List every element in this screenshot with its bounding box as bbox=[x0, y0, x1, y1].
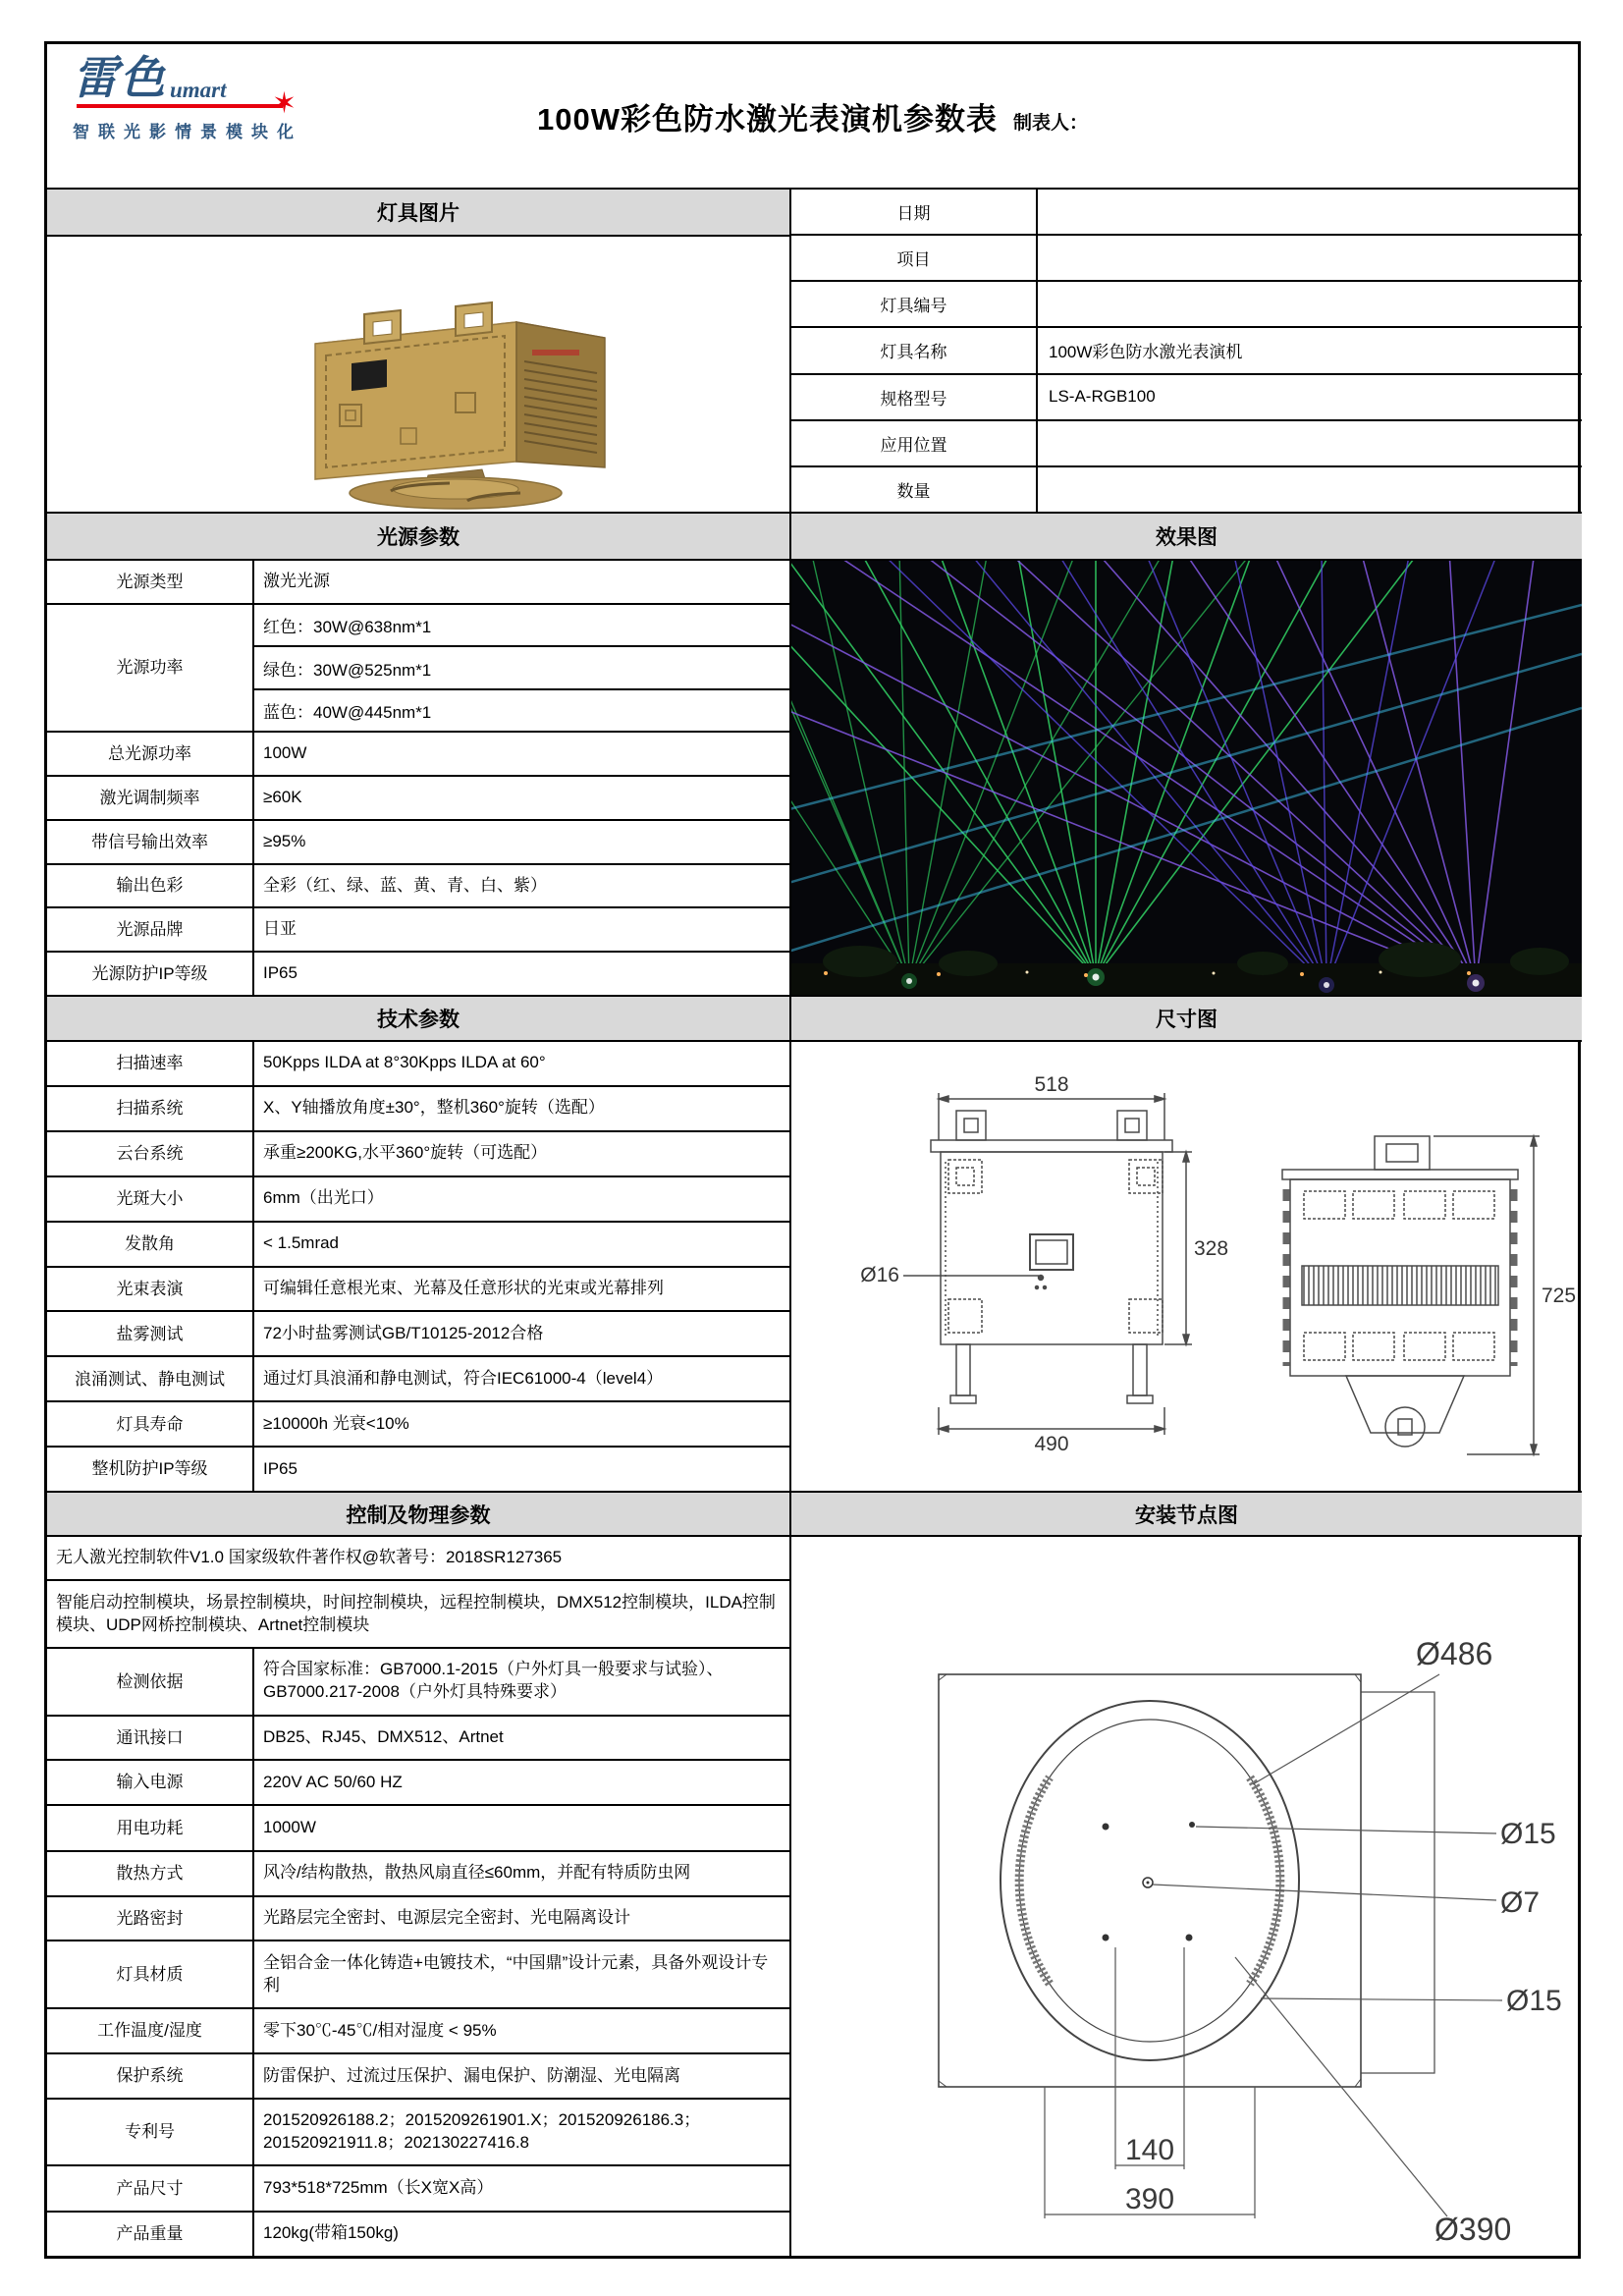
power-green: 绿色：30W@525nm*1 bbox=[254, 647, 789, 689]
table-row bbox=[47, 1649, 789, 1717]
section-header-effect: 效果图 bbox=[791, 514, 1582, 561]
table-row bbox=[47, 1852, 789, 1897]
table-row bbox=[47, 1717, 789, 1761]
table-row bbox=[47, 865, 789, 909]
install-label-7: Ø7 bbox=[1500, 1886, 1541, 1919]
row-label: 浪涌测试、静电测试 bbox=[47, 1357, 254, 1400]
row-label: 整机防护IP等级 bbox=[47, 1448, 254, 1491]
row-label: 用电功耗 bbox=[47, 1806, 254, 1849]
table-row bbox=[47, 821, 789, 865]
table-row bbox=[47, 1357, 789, 1402]
spec-sheet bbox=[44, 41, 1581, 2259]
table-row bbox=[791, 236, 1582, 282]
table-row bbox=[47, 908, 789, 953]
row-label: 扫描速率 bbox=[47, 1042, 254, 1085]
install-node-drawing bbox=[791, 1537, 1582, 2256]
row-label: 灯具名称 bbox=[791, 328, 1038, 372]
star-icon: ✶ bbox=[271, 87, 297, 120]
row-label: 盐雾测试 bbox=[47, 1312, 254, 1355]
row-value bbox=[1038, 282, 1582, 326]
row-value: 承重≥200KG,水平360°旋转（可选配） bbox=[263, 1143, 548, 1163]
product-photo bbox=[47, 237, 789, 514]
row-value: ≥60K bbox=[263, 787, 302, 806]
content-columns bbox=[47, 190, 1578, 2256]
row-label: 产品重量 bbox=[47, 2213, 254, 2256]
row-value: 793*518*725mm（长X宽X高） bbox=[263, 2177, 494, 2197]
row-label: 专利号 bbox=[47, 2100, 254, 2165]
effect-photo bbox=[791, 561, 1582, 997]
row-label: 激光调制频率 bbox=[47, 777, 254, 819]
laser-show-illustration bbox=[791, 561, 1582, 997]
dim-label-16: Ø16 bbox=[860, 1264, 899, 1286]
row-value bbox=[1038, 236, 1582, 280]
table-row bbox=[47, 733, 789, 777]
table-row bbox=[47, 1897, 789, 1941]
row-value: 可编辑任意根光束、光幕及任意形状的光束或光幕排列 bbox=[263, 1279, 664, 1298]
table-row bbox=[791, 328, 1582, 374]
row-value: 50Kpps ILDA at 8°30Kpps ILDA at 60° bbox=[263, 1053, 546, 1072]
row-label: 光源防护IP等级 bbox=[47, 953, 254, 995]
row-label: 数量 bbox=[791, 467, 1038, 512]
row-value: DB25、RJ45、DMX512、Artnet bbox=[263, 1726, 504, 1746]
row-label: 光源类型 bbox=[47, 561, 254, 603]
table-row bbox=[47, 1402, 789, 1448]
row-label: 发散角 bbox=[47, 1223, 254, 1266]
row-value: 100W bbox=[263, 743, 307, 763]
section-header-fixture-photo: 灯具图片 bbox=[47, 190, 789, 237]
row-label: 总光源功率 bbox=[47, 733, 254, 775]
brand-name-en: umart bbox=[170, 78, 227, 102]
power-values bbox=[254, 605, 789, 731]
row-label: 灯具编号 bbox=[791, 282, 1038, 326]
page-title: 100W彩色防水激光表演机参数表 bbox=[537, 101, 998, 137]
table-row bbox=[47, 1042, 789, 1087]
header bbox=[47, 44, 1578, 190]
table-row bbox=[47, 2213, 789, 2256]
info-table bbox=[791, 190, 1582, 514]
table-row bbox=[791, 421, 1582, 467]
row-value: ≥95% bbox=[263, 831, 306, 850]
source-params-table bbox=[47, 561, 789, 997]
install-label-486: Ø486 bbox=[1416, 1636, 1493, 1671]
table-row-modules bbox=[47, 1581, 789, 1649]
row-value: ≥10000h 光衰<10% bbox=[263, 1413, 409, 1433]
table-row bbox=[47, 777, 789, 821]
row-value: 201520926188.2；2015209261901.X；201520926186.3；201520921911.8；202130227416.8 bbox=[263, 2110, 701, 2152]
install-label-15-top: Ø15 bbox=[1500, 1818, 1556, 1850]
section-header-install: 安装节点图 bbox=[791, 1493, 1582, 1537]
row-value: 100W彩色防水激光表演机 bbox=[1049, 343, 1243, 362]
table-row bbox=[47, 1761, 789, 1806]
tech-params-table bbox=[47, 1042, 789, 1493]
row-label: 散热方式 bbox=[47, 1852, 254, 1895]
brand-tagline: 智联光影情景模块化 bbox=[73, 123, 302, 141]
table-row bbox=[791, 190, 1582, 236]
section-header-tech-params: 技术参数 bbox=[47, 997, 789, 1042]
row-value: 通过灯具浪涌和静电测试，符合IEC61000-4（level4） bbox=[263, 1368, 664, 1388]
row-label: 项目 bbox=[791, 236, 1038, 280]
install-label-390: 390 bbox=[1124, 2183, 1175, 2215]
control-params-table bbox=[47, 1537, 789, 2256]
dim-label-490: 490 bbox=[1034, 1433, 1069, 1455]
section-header-dimensions: 尺寸图 bbox=[791, 997, 1582, 1042]
row-value: 激光光源 bbox=[263, 571, 330, 590]
table-row bbox=[47, 2054, 789, 2099]
table-row bbox=[47, 1312, 789, 1357]
table-row bbox=[47, 2166, 789, 2212]
dimension-drawing-svg bbox=[791, 1042, 1582, 1493]
row-value: 1000W bbox=[263, 1817, 316, 1836]
right-column bbox=[791, 190, 1582, 2256]
row-label: 应用位置 bbox=[791, 421, 1038, 465]
row-value: < 1.5mrad bbox=[263, 1233, 340, 1253]
brand-name-cn: 雷色 bbox=[73, 53, 167, 103]
row-value: 符合国家标准：GB7000.1-2015（户外灯具一般要求与试验）、GB7000.217-2008（户外灯具特殊要求） bbox=[263, 1660, 724, 1702]
row-value: 日亚 bbox=[263, 919, 297, 939]
dim-label-725: 725 bbox=[1542, 1285, 1577, 1307]
row-label: 规格型号 bbox=[791, 375, 1038, 419]
install-label-140: 140 bbox=[1124, 2134, 1175, 2166]
row-label: 带信号输出效率 bbox=[47, 821, 254, 863]
table-row bbox=[791, 375, 1582, 421]
row-value: 220V AC 50/60 HZ bbox=[263, 1772, 403, 1791]
row-label: 日期 bbox=[791, 190, 1038, 234]
row-value: 防雷保护、过流过压保护、漏电保护、防潮湿、光电隔离 bbox=[263, 2065, 680, 2085]
row-label: 保护系统 bbox=[47, 2054, 254, 2097]
row-label: 光源品牌 bbox=[47, 908, 254, 951]
row-value: X、Y轴播放角度±30°，整机360°旋转（选配） bbox=[263, 1098, 605, 1118]
install-label-15-side: Ø15 bbox=[1506, 1985, 1562, 2017]
table-row bbox=[47, 1177, 789, 1223]
table-row bbox=[47, 1087, 789, 1132]
row-label: 光源功率 bbox=[47, 605, 254, 731]
row-value: 72小时盐雾测试GB/T10125-2012合格 bbox=[263, 1323, 544, 1342]
power-blue: 蓝色：40W@445nm*1 bbox=[263, 702, 432, 722]
row-value: 光路层完全密封、电源层完全密封、光电隔离设计 bbox=[263, 1908, 630, 1928]
row-value: 智能启动控制模块，场景控制模块，时间控制模块，远程控制模块，DMX512控制模块，ILDA控制模块、UDP网桥控制模块、Artnet控制模块 bbox=[56, 1592, 776, 1634]
table-row bbox=[47, 1941, 789, 2009]
row-label: 输入电源 bbox=[47, 1761, 254, 1804]
row-label: 通讯接口 bbox=[47, 1717, 254, 1759]
dim-label-328: 328 bbox=[1194, 1237, 1229, 1260]
install-label-390-circle: Ø390 bbox=[1434, 2212, 1512, 2247]
title-area bbox=[47, 44, 1578, 188]
author-label: 制表人： bbox=[1012, 112, 1088, 134]
product-photo-illustration bbox=[143, 237, 693, 513]
install-node-svg bbox=[791, 1537, 1582, 2256]
left-column bbox=[47, 190, 791, 2256]
table-row bbox=[47, 1448, 789, 1493]
section-header-control-params: 控制及物理参数 bbox=[47, 1493, 789, 1537]
row-label: 扫描系统 bbox=[47, 1087, 254, 1130]
row-value bbox=[1038, 467, 1582, 512]
row-value bbox=[1038, 421, 1582, 465]
row-label: 检测依据 bbox=[47, 1649, 254, 1715]
table-row bbox=[47, 953, 789, 997]
table-row-software bbox=[47, 1537, 789, 1581]
row-value bbox=[1038, 190, 1582, 234]
table-row bbox=[47, 1806, 789, 1851]
table-row bbox=[47, 1132, 789, 1177]
row-value: 零下30℃-45℃/相对湿度 < 95% bbox=[263, 2020, 497, 2040]
row-label: 灯具材质 bbox=[47, 1941, 254, 2007]
dim-label-518: 518 bbox=[1034, 1073, 1069, 1096]
row-label: 云台系统 bbox=[47, 1132, 254, 1175]
table-row bbox=[47, 1268, 789, 1313]
table-row bbox=[47, 561, 789, 605]
row-label: 光束表演 bbox=[47, 1268, 254, 1311]
row-label: 灯具寿命 bbox=[47, 1402, 254, 1446]
table-row bbox=[47, 1223, 789, 1268]
row-label: 光斑大小 bbox=[47, 1177, 254, 1221]
row-value: 全彩（红、绿、蓝、黄、青、白、紫） bbox=[263, 875, 547, 895]
table-row bbox=[47, 2009, 789, 2054]
table-row bbox=[47, 2100, 789, 2167]
row-value: IP65 bbox=[263, 1458, 298, 1478]
row-value: 风冷/结构散热，散热风扇直径≤60mm，并配有特质防虫网 bbox=[263, 1863, 691, 1883]
row-value: 无人激光控制软件V1.0 国家级软件著作权@软著号：2018SR127365 bbox=[56, 1548, 563, 1567]
row-label: 输出色彩 bbox=[47, 865, 254, 907]
table-row bbox=[791, 467, 1582, 514]
power-red: 红色：30W@638nm*1 bbox=[254, 605, 789, 647]
table-row bbox=[791, 282, 1582, 328]
section-header-source-params: 光源参数 bbox=[47, 514, 789, 561]
table-row-power-group bbox=[47, 605, 789, 733]
row-value: IP65 bbox=[263, 963, 298, 983]
row-value: LS-A-RGB100 bbox=[1049, 387, 1156, 407]
row-value: 全铝合金一体化铸造+电镀技术，“中国鼎”设计元素，具备外观设计专利 bbox=[263, 1952, 769, 1995]
row-label: 工作温度/湿度 bbox=[47, 2009, 254, 2052]
row-value: 120kg(带箱150kg) bbox=[263, 2223, 399, 2243]
row-value: 6mm（出光口） bbox=[263, 1188, 384, 1208]
row-label: 产品尺寸 bbox=[47, 2166, 254, 2210]
row-label: 光路密封 bbox=[47, 1897, 254, 1940]
dimension-drawing bbox=[791, 1042, 1582, 1493]
